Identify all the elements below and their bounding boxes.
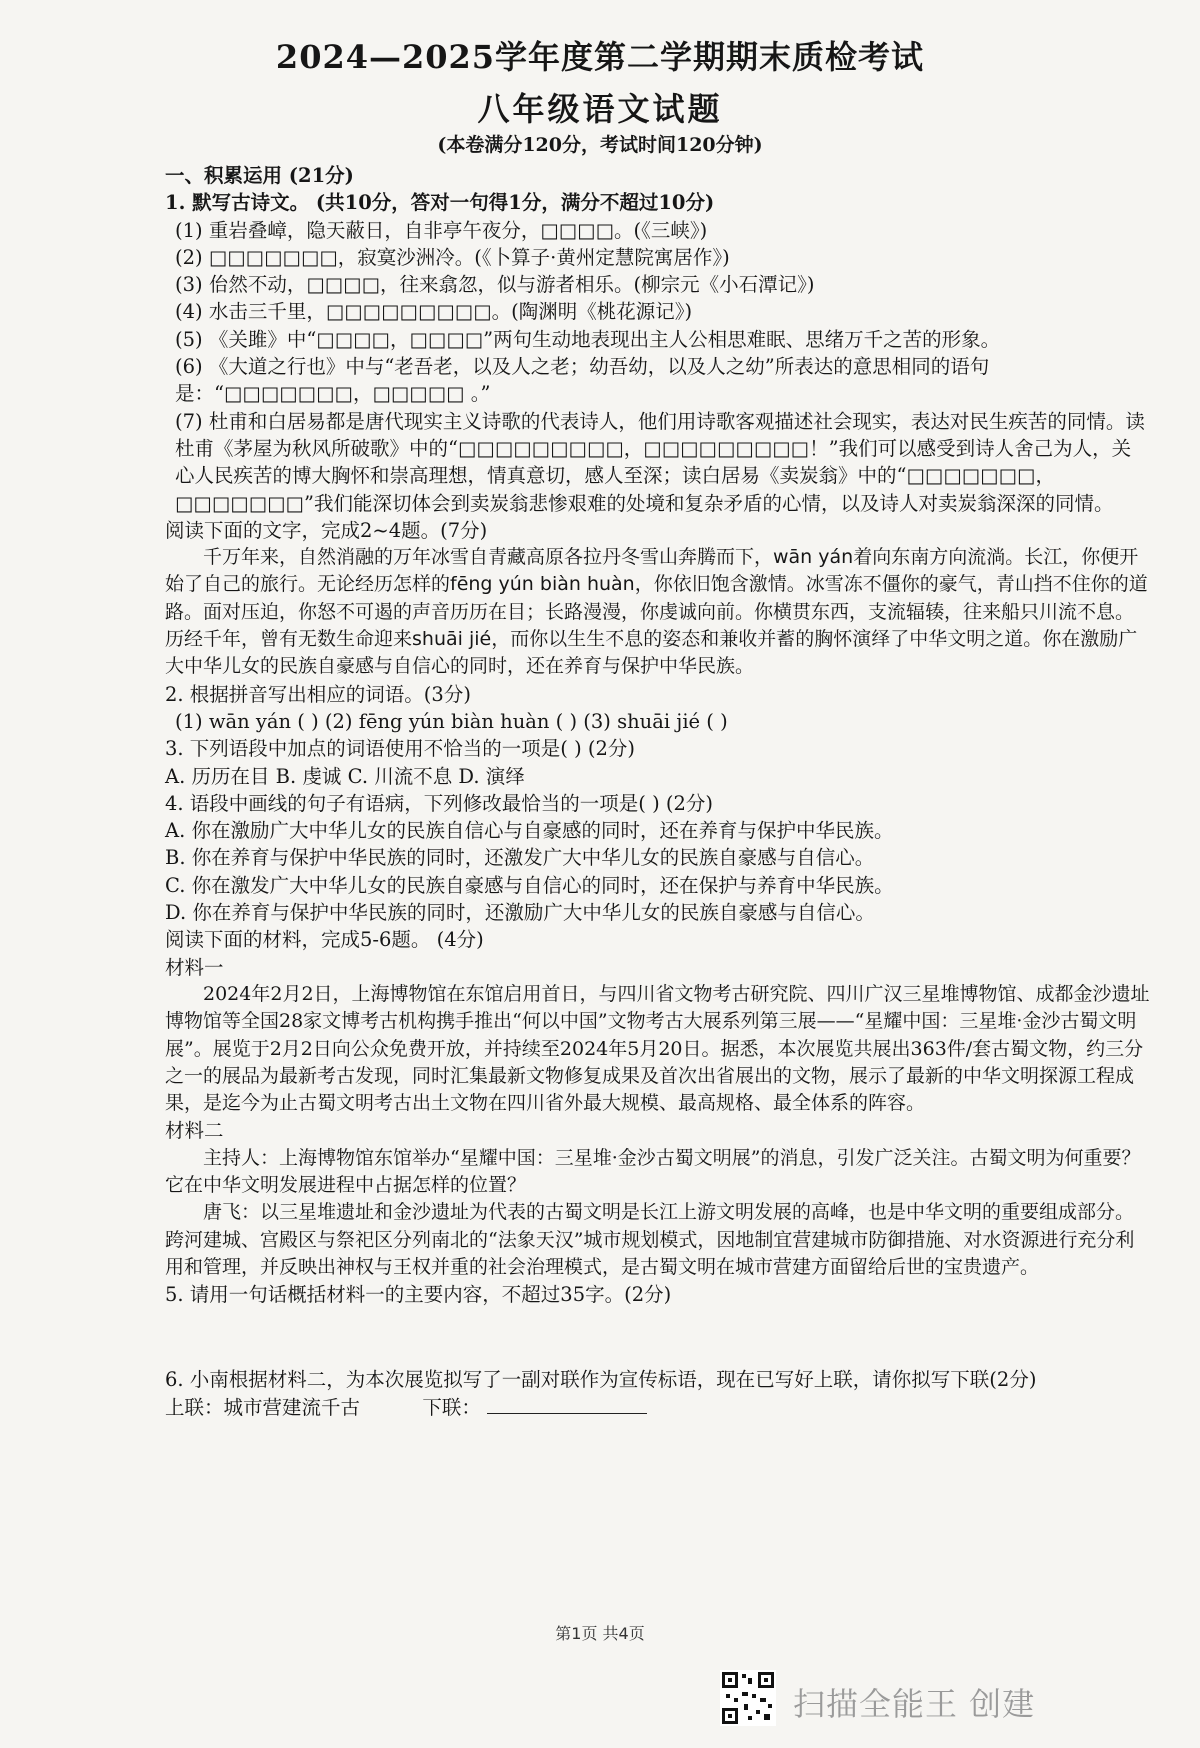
question-4-option: C. 你在激发广大中华儿女的民族自豪感与自信心的同时，还在保护与养育中华民族。 — [165, 873, 894, 897]
question-1-item: (7) 杜甫和白居易都是唐代现实主义诗歌的代表诗人，他们用诗歌客观描述社会现实，表达对民生疾苦的同情。读杜甫《茅屋为秋风所破歌》中的“□□□□□□□□□，□□□□□□□□□！”我们可以感受到诗人舍己为人，关心人民疾苦的博大胸怀和崇高理想，情真意切，感人至深；读白居易《卖炭翁》中的“□□□□□□□，□□□□□□□”我们能深切体会到卖炭翁悲惨艰难的处境和复杂矛盾的心情，以及诗人对卖炭翁深深的同情。 — [175, 409, 1145, 515]
question-1-item: (2) □□□□□□□，寂寞沙洲冷。(《卜算子·黄州定慧院寓居作》) — [175, 245, 730, 269]
question-1-item: (6) 《大道之行也》中与“老吾老，以及人之老；幼吾幼，以及人之幼”所表达的意思相同的语句是：“□□□□□□□，□□□□□ 。” — [175, 355, 990, 406]
question-4-option: A. 你在激励广大中华儿女的民族自信心与自豪感的同时，还在养育与保护中华民族。 — [165, 819, 894, 843]
question-3-options: A. 历历在目 B. 虔诚 C. 川流不息 D. 演绎 — [165, 764, 525, 788]
exam-content — [165, 162, 1150, 1421]
exam-title: 2024—2025学年度第二学期期末质检考试 — [275, 38, 925, 76]
material-1-text: 2024年2月2日，上海博物馆在东馆启用首日，与四川省文物考古研究院、四川广汉三星堆博物馆、成都金沙遗址博物馆等全国28家文博考古机构携手推出“何以中国”文物考古大展系列第三展——“星耀中国：三星堆·金沙古蜀文明展”。展览于2月2日向公众免费开放，并持续至2024年5月20日。据悉，本次展览共展出363件/套古蜀文物，约三分之一的展品为最新考古发现，同时汇集最新文物修复成果及首次出省展出的文物，展示了最新的中华文明探源工程成果，是迄今为止古蜀文明考古出土文物在四川省外最大规模、最高规格、最全体系的阵容。 — [165, 982, 1150, 1115]
material-2-label: 材料二 — [165, 1119, 224, 1143]
exam-note: (本卷满分120分，考试时间120分钟) — [437, 134, 763, 156]
reading-intro: 阅读下面的文字，完成2~4题。(7分) — [165, 518, 488, 542]
question-1-stem: 1. 默写古诗文。 (共10分，答对一句得1分，满分不超过10分) — [165, 191, 715, 215]
question-2-stem: 2. 根据拼音写出相应的词语。(3分) — [165, 682, 471, 706]
question-1-item: (5) 《关雎》中“□□□□，□□□□”两句生动地表现出主人公相思难眠、思绪万千之苦的形象。 — [175, 327, 1001, 351]
couplet-lower-blank[interactable] — [487, 1395, 647, 1414]
material-2-host: 主持人：上海博物馆东馆举办“星耀中国：三星堆·金沙古蜀文明展”的消息，引发广泛关注。古蜀文明为何重要？它在中华文明发展进程中占据怎样的位置？ — [165, 1146, 1141, 1196]
reading-passage: 千万年来，自然消融的万年冰雪自青藏高原各拉丹冬雪山奔腾而下，wān yán着向东南方向流淌。长江，你便开始了自己的旅行。无论经历怎样的fēng yún biàn huàn，你依旧饱含激情。冰雪冻不僵你的豪气，青山挡不住你的道路。面对压迫，你怒不可遏的声音历历在目；长路漫漫，你虔诚向前。你横贯东西，支流辐辏，往来船只川流不息。历经千年，曾有无数生命迎来shuāi jié，而你以生生不息的姿态和兼收并蓄的胸怀演绎了中华文明之道。你在激励广大中华儿女的民族自豪感与自信心的同时，还在养育与保护中华民族。 — [165, 546, 1148, 678]
reading2-intro: 阅读下面的材料，完成5-6题。 (4分) — [165, 928, 484, 952]
question-4-option: B. 你在养育与保护中华民族的同时，还激发广大中华儿女的民族自豪感与自信心。 — [165, 846, 875, 870]
question-3-stem: 3. 下列语段中加点的词语使用不恰当的一项是( ) (2分) — [165, 737, 636, 761]
question-2-options: (1) wān yán ( ) (2) fēng yún biàn huàn ( ) (3) shuāi jié ( ) — [175, 709, 728, 733]
scanner-watermark: 扫描全能王 创建 — [793, 1685, 1036, 1723]
material-2-tangfei: 唐飞：以三星堆遗址和金沙遗址为代表的古蜀文明是长江上游文明发展的高峰，也是中华文明的重要组成部分。跨河建城、宫殿区与祭祀区分列南北的“法象天汉”城市规划模式，因地制宜营建城市防御措施、对水资源进行充分利用和管理，并反映出神权与王权并重的社会治理模式，是古蜀文明在城市营建方面留给后世的宝贵遗产。 — [165, 1201, 1135, 1278]
question-1-item: (3) 佁然不动，□□□□，往来翕忽，似与游者相乐。(柳宗元《小石潭记》) — [175, 273, 815, 297]
section-heading: 一、积累运用 (21分) — [165, 164, 354, 187]
exam-subtitle: 八年级语文试题 — [477, 90, 723, 128]
couplet-line — [165, 1394, 1150, 1421]
question-5-stem: 5. 请用一句话概括材料一的主要内容，不超过35字。(2分) — [165, 1283, 672, 1307]
couplet-lower-label: 下联： — [422, 1395, 481, 1419]
question-4-stem: 4. 语段中画线的句子有语病，下列修改最恰当的一项是( ) (2分) — [165, 791, 714, 815]
question-4-option: D. 你在养育与保护中华民族的同时，还激励广大中华儿女的民族自豪感与自信心。 — [165, 901, 875, 925]
question-6-stem: 6. 小南根据材料二，为本次展览拟写了一副对联作为宣传标语，现在已写好上联，请你拟写下联(2分) — [165, 1368, 1037, 1392]
qr-code-icon — [720, 1670, 776, 1726]
answer-space[interactable] — [165, 1308, 1150, 1366]
question-1-item: (4) 水击三千里，□□□□□□□□□。(陶渊明《桃花源记》) — [175, 300, 693, 324]
page-footer: 第1页 共4页 — [555, 1624, 645, 1643]
material-1-label: 材料一 — [165, 955, 224, 979]
question-1-item: (1) 重岩叠嶂，隐天蔽日，自非亭午夜分，□□□□。(《三峡》) — [175, 218, 708, 242]
couplet-upper: 上联：城市营建流千古 — [165, 1395, 361, 1419]
